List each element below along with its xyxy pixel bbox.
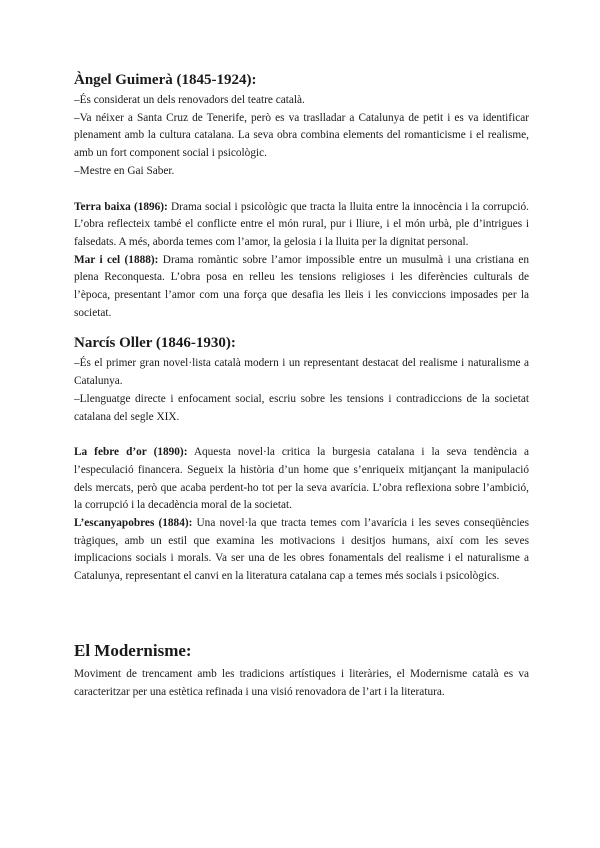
work-title: La febre d’or (1890): [74,446,188,459]
bullet: –És considerat un dels renovadors del teatre català. [74,94,305,106]
heading-modernisme: El Modernisme: [74,640,192,660]
bullet: –Llenguatge directe i enfocament social, escriu sobre les tensions i contradiccions de la societat catalana del segle XIX. [74,392,529,423]
work-text: Aquesta novel·la critica la burgesia catalana i la seva tendència a l’especulació financera. Segueix la història d’un home que s’enriqueix mitjançant la manipulació dels mercats, però que acaba perdent-ho tot per la seva avarícia. L’obra reflexiona sobre l’ambició, la corrupció i la decadència moral de la societat. [74,446,529,512]
work-text: Drama social i psicològic que tracta la lluita entre la innocència i la corrupció. L’obra reflecteix també el conflicte entre el món rural, pur i lliure, i el món urbà, ple d’intrigues i falsedats. A més, aborda temes com l’amor, la gelosia i la lluita per la dignitat personal. [74,200,529,248]
document-page [74,70,529,701]
bullet: –Mestre en Gai Saber. [74,164,175,177]
work-paragraph [74,252,529,323]
work-paragraph [74,199,529,252]
section-oller [74,333,529,585]
heading-oller: Narcís Oller (1846-1930): [74,335,236,352]
section-guimera [74,70,529,322]
work-text: Una novel·la que tracta temes com l’avarícia i les seves conseqüències tràgiques, amb un estil que examina les motivacions i desitjos humans, així com les seves implicacions socials i morals. Va ser una de les obres fonamentals del realisme i el naturalisme a Catalunya, representant el canvi en la literatura catalana cap a temes més socials i psicològics. [74,517,529,583]
modernisme-paragraph: Moviment de trencament amb les tradicions artístiques i literàries, el Modernisme català es va caracteritzar per una estètica refinada i una visió renovadora de l’art i la literatura. [74,667,529,698]
bullet: –Va néixer a Santa Cruz de Tenerife, però es va traslladar a Catalunya de petit i es va identificar plenament amb la cultura catalana. La seva obra combina elements del romanticisme i el realisme, amb un fort component social i psicològic. [74,111,529,160]
work-text: Drama romàntic sobre l’amor impossible entre un musulmà i una cristiana en plena Reconquesta. L’obra posa en relleu les tensions religioses i les diferències culturals de l’època, presentant l’amor com una força que desafia les lleis i les conviccions imposades per la societat. [74,253,529,319]
work-title: Mar i cel (1888): [74,253,159,266]
work-title: Terra baixa (1896): [74,200,168,213]
bullet: –És el primer gran novel·lista català modern i un representant destacat del realisme i naturalisme a Catalunya. [74,357,529,388]
section-modernisme [74,640,529,701]
work-paragraph [74,444,529,515]
work-paragraph [74,515,529,586]
heading-guimera: Àngel Guimerà (1845-1924): [74,72,257,88]
work-title: L’escanyapobres (1884): [74,517,193,530]
